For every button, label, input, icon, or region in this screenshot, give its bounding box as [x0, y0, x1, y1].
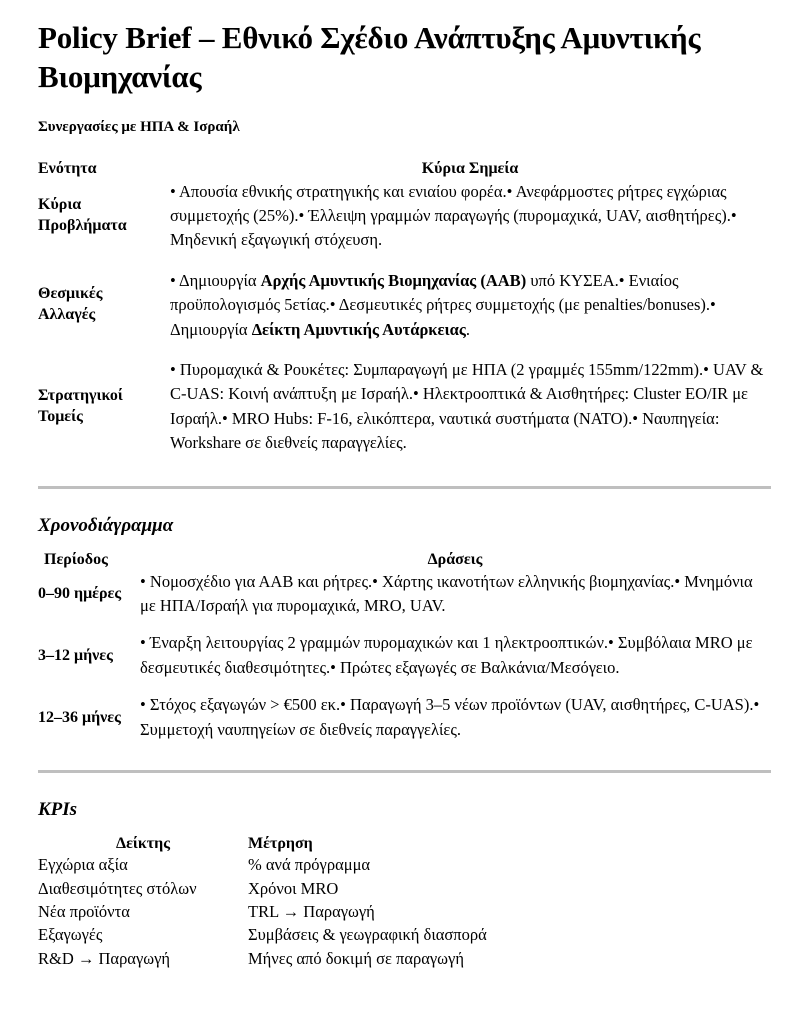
- kpi-indicator: Διαθεσιμότητες στόλων: [38, 878, 197, 898]
- table-header-row: [38, 160, 770, 178]
- kpi-measure: % ανά πρόγραμμα: [248, 855, 371, 875]
- kpis-heading: KPIs: [38, 799, 78, 821]
- row-keypoints: • Απουσία εθνικής στρατηγικής και ενιαίου φορέα.• Ανεφάρμοστες ρήτρες εγχώριας συμμετοχής (25%).• Έλλειψη γραμμών παραγωγής (πυρομαχικά, UAV, αισθητήρες).• Μηδενική εξαγωγική στόχευση.: [170, 181, 737, 250]
- table-row: [38, 178, 770, 267]
- table-row: [38, 923, 770, 946]
- table-row: [38, 853, 770, 876]
- kpi-measure: Χρόνοι MRO: [248, 878, 339, 898]
- row-actions: • Στόχος εξαγωγών > €500 εκ.• Παραγωγή 3–5 νέων προϊόντων (UAV, αισθητήρες, C-UAS).• Συμμετοχή ναυπηγείων σε διεθνείς παραγγελίες.: [140, 695, 760, 739]
- row-period: 12–36 μήνες: [38, 708, 121, 726]
- table-row: [38, 947, 770, 970]
- kpi-measure: Συμβάσεις & γεωγραφική διασπορά: [248, 925, 487, 945]
- table-row: [38, 692, 770, 754]
- kpi-indicator: Νέα προϊόντα: [38, 901, 130, 921]
- row-actions: • Έναρξη λειτουργίας 2 γραμμών πυρομαχικών και 1 ηλεκτροοπτικών.• Συμβόλαια MRO με δεσμευτικές διαθεσιμότητες.• Πρώτες εξαγωγές σε Βαλκάνια/Μεσόγειο.: [140, 633, 753, 677]
- column-header-actions: Δράσεις: [427, 550, 483, 568]
- kpi-indicator: Εγχώρια αξία: [38, 855, 128, 875]
- kpi-measure: Μήνες από δοκιμή σε παραγωγή: [248, 948, 464, 968]
- row-section-label: Θεσμικές Αλλαγές: [38, 285, 103, 324]
- table-row: [38, 356, 770, 470]
- column-header-indicator: Δείκτης: [116, 835, 170, 853]
- table-header-row: [38, 551, 770, 569]
- row-keypoints: • Πυρομαχικά & Ρουκέτες: Συμπαραγωγή με ΗΠΑ (2 γραμμές 155mm/122mm).• UAV & C-UAS: Κοινή ανάπτυξη με Ισραήλ.• Ηλεκτροοπτικά & Αισθητήρες: Cluster EO/IR με Ισραήλ.• MRO Hubs: F-16, ελικόπτερα, ναυτικά συστήματα (NATO).• Ναυπηγεία: Workshare σε διεθνείς παραγγελίες.: [170, 360, 764, 453]
- column-header-keypoints: Κύρια Σημεία: [421, 159, 519, 177]
- row-actions: • Νομοσχέδιο για ΑΑΒ και ρήτρες.• Χάρτης ικανοτήτων ελληνικής βιομηχανίας.• Μνημόνια με ΗΠΑ/Ισραήλ για πυρομαχικά, MRO, UAV.: [140, 571, 753, 616]
- row-period: 3–12 μήνες: [38, 646, 113, 664]
- table-row: [38, 900, 770, 923]
- table-row: [38, 630, 770, 692]
- document-subtitle: Συνεργασίες με ΗΠΑ & Ισραήλ: [38, 119, 240, 136]
- row-period: 0–90 ημέρες: [38, 584, 122, 602]
- table-row: [38, 267, 770, 356]
- kpis-table: [38, 835, 770, 970]
- kpi-measure: TRL → Παραγωγή: [248, 901, 375, 921]
- kpi-indicator: R&D → Παραγωγή: [38, 948, 171, 968]
- column-header-section: Ενότητα: [38, 159, 97, 177]
- row-section-label: Κύρια Προβλήματα: [38, 195, 127, 235]
- timeline-table: [38, 551, 770, 754]
- kpi-indicator: Εξαγωγές: [38, 925, 103, 945]
- row-keypoints: • Δημιουργία Αρχής Αμυντικής Βιομηχανίας (ΑΑΒ) υπό ΚΥΣΕΑ.• Ενιαίος προϋπολογισμός 5ετίας.• Δεσμευτικές ρήτρες συμμετοχής (με penalties/bonuses).• Δημιουργία Δείκτη Αμυντικής Αυτάρκειας.: [170, 270, 716, 339]
- section-divider: [38, 486, 771, 489]
- row-section-label: Στρατηγικοί Τομείς: [38, 386, 123, 425]
- table-row: [38, 877, 770, 900]
- column-header-measure: Μέτρηση: [248, 835, 313, 853]
- main-table: [38, 160, 770, 470]
- column-header-period: Περίοδος: [44, 550, 108, 568]
- section-divider: [38, 770, 771, 773]
- table-header-row: [38, 835, 770, 853]
- page-title: Policy Brief – Εθνικό Σχέδιο Ανάπτυξης Αμυντικής Βιομηχανίας: [38, 20, 701, 95]
- table-row: [38, 569, 770, 631]
- timeline-heading: Χρονοδιάγραμμα: [38, 514, 174, 536]
